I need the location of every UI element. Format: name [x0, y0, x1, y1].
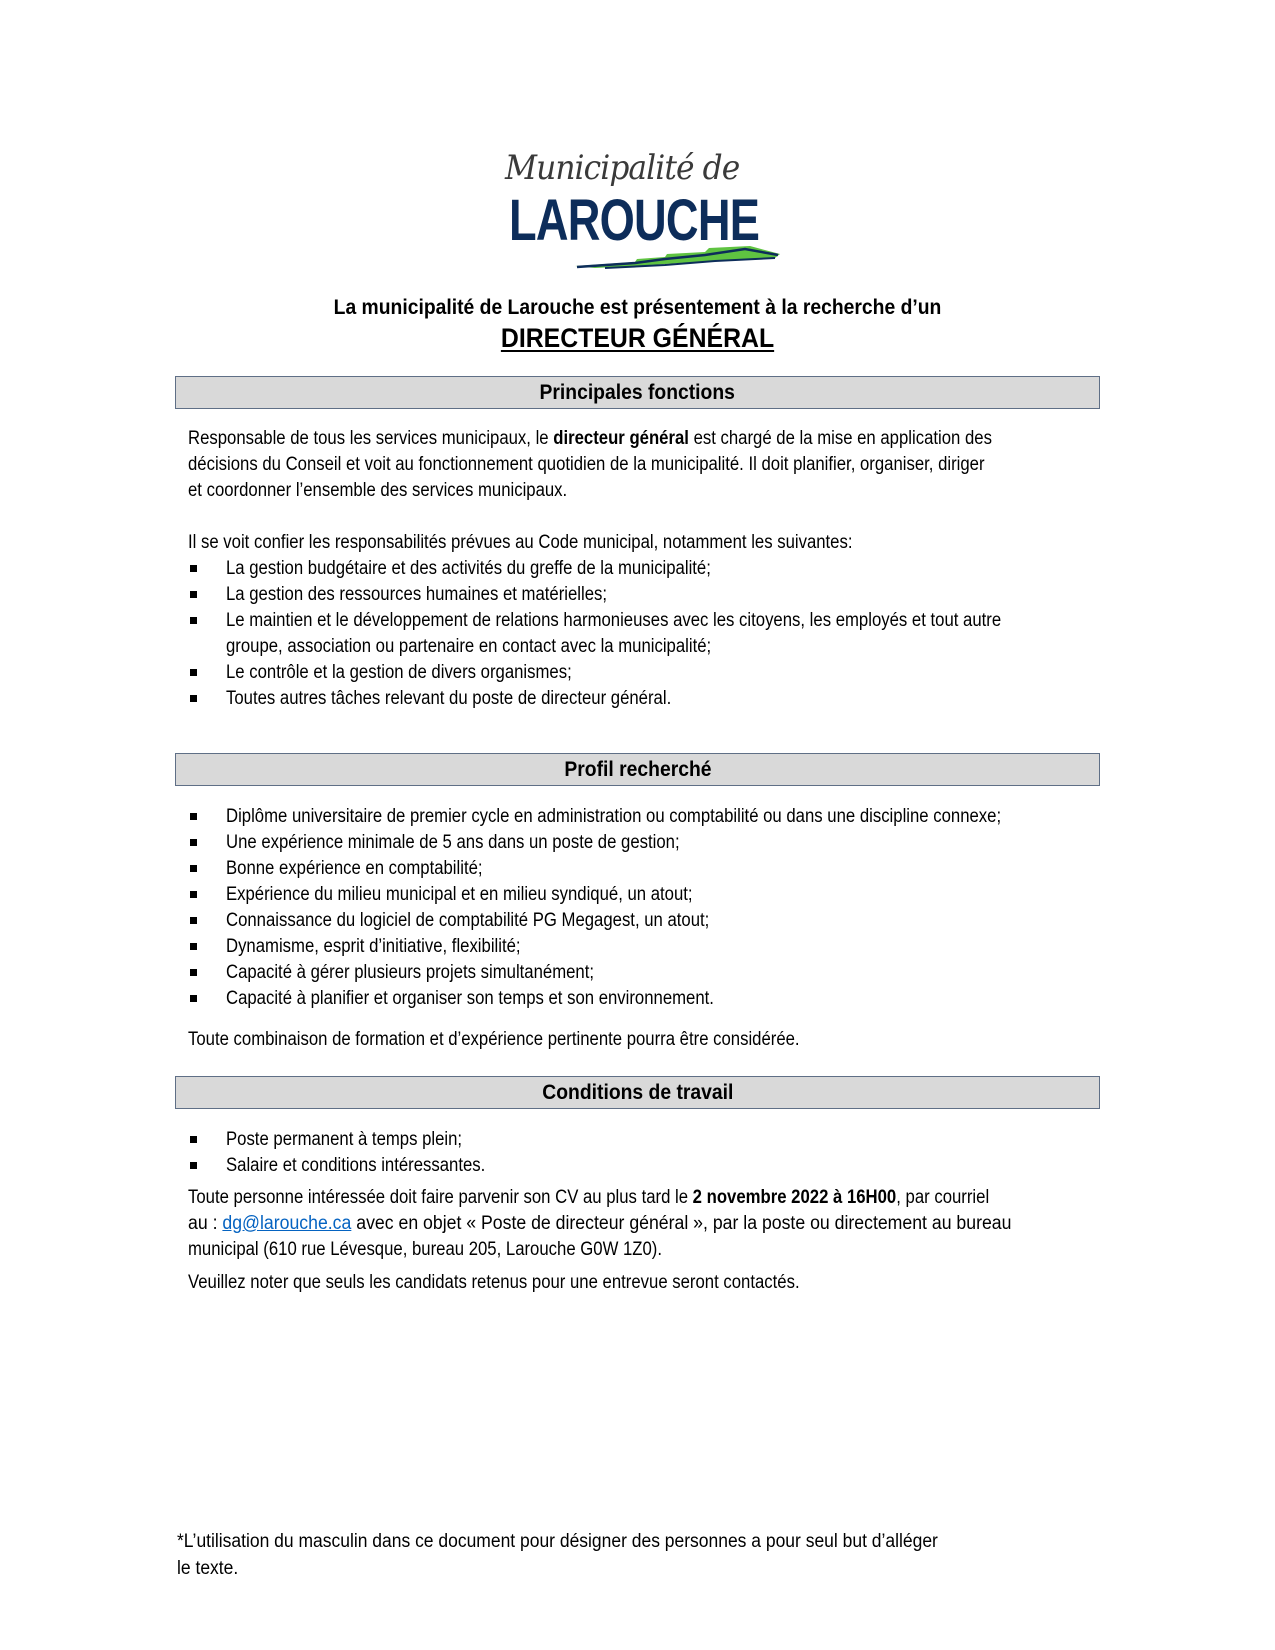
- bullet-icon: [190, 1136, 197, 1143]
- bold-role: directeur général: [553, 428, 689, 449]
- section-heading-label: Conditions de travail: [541, 1081, 734, 1104]
- list-item-text: Une expérience minimale de 5 ans dans un poste de gestion;: [226, 832, 680, 853]
- fonctions-paragraph-line-2: décisions du Conseil et voit au fonctionnement quotidien de la municipalité. Il doit planifier, organiser, diriger: [188, 454, 985, 475]
- logo-swoosh-icon: [575, 246, 780, 272]
- intro-headline: La municipalité de Larouche est présentement à la recherche d’un: [333, 296, 942, 319]
- fonctions-paragraph-line-1: [188, 426, 992, 452]
- apply-line-2: [188, 1211, 1025, 1237]
- list-item-text: Expérience du milieu municipal et en milieu syndiqué, un atout;: [226, 884, 693, 905]
- footnote-line-1: *L’utilisation du masculin dans ce document pour désigner des personnes a pour seul but d’alléger: [177, 1531, 938, 1552]
- profil-note: Toute combinaison de formation et d’expérience pertinente pourra être considérée.: [188, 1029, 800, 1050]
- text-span: , par courriel: [896, 1187, 990, 1208]
- logo-main-text: LAROUCHE: [509, 188, 760, 253]
- list-item-text: Salaire et conditions intéressantes.: [226, 1155, 486, 1176]
- list-item-text: La gestion budgétaire et des activités du greffe de la municipalité;: [226, 558, 711, 579]
- list-item-text: Bonne expérience en comptabilité;: [226, 858, 483, 879]
- section-heading-profil: [175, 753, 1100, 786]
- footnote-line-2: le texte.: [177, 1558, 239, 1579]
- bullet-icon: [190, 995, 197, 1002]
- bullet-icon: [190, 591, 197, 598]
- list-item-text: Dynamisme, esprit d’initiative, flexibilité;: [226, 936, 521, 957]
- list-item-text: Capacité à planifier et organiser son temps et son environnement.: [226, 988, 714, 1009]
- list-item-text: Capacité à gérer plusieurs projets simultanément;: [226, 962, 595, 983]
- list-item-text: Le maintien et le développement de relations harmonieuses avec les citoyens, les employés et tout autre: [226, 610, 1002, 631]
- list-item-text: Diplôme universitaire de premier cycle en administration ou comptabilité ou dans une discipline connexe;: [226, 806, 1002, 827]
- text-span: au :: [188, 1213, 223, 1234]
- email-link[interactable]: dg@larouche.ca: [222, 1213, 352, 1234]
- text-span: Toute personne intéressée doit faire parvenir son CV au plus tard le: [188, 1187, 693, 1208]
- list-item-text: Le contrôle et la gestion de divers organismes;: [226, 662, 572, 683]
- bullet-icon: [190, 865, 197, 872]
- apply-line-1: [188, 1185, 990, 1211]
- deadline: 2 novembre 2022 à 16H00: [692, 1187, 897, 1208]
- notice-text: Veuillez noter que seuls les candidats retenus pour une entrevue seront contactés.: [188, 1272, 800, 1293]
- bullet-icon: [190, 969, 197, 976]
- bullet-icon: [190, 943, 197, 950]
- section-heading-fonctions: [175, 376, 1100, 409]
- text-span: est chargé de la mise en application des: [688, 428, 992, 449]
- fonctions-paragraph-line-3: et coordonner l’ensemble des services municipaux.: [188, 480, 568, 501]
- bullet-icon: [190, 917, 197, 924]
- text-span: Responsable de tous les services municipaux, le: [188, 428, 554, 449]
- list-item-text: Connaissance du logiciel de comptabilité PG Megagest, un atout;: [226, 910, 710, 931]
- bullet-icon: [190, 565, 197, 572]
- fonctions-intro: Il se voit confier les responsabilités prévues au Code municipal, notamment les suivantes:: [188, 532, 853, 553]
- page-title: [0, 323, 1275, 354]
- bullet-icon: [190, 617, 197, 624]
- municipality-logo: [495, 148, 785, 273]
- page-title-text: DIRECTEUR GÉNÉRAL: [500, 323, 775, 353]
- logo-script-text: Municipalité de: [505, 148, 740, 188]
- text-span: avec en objet « Poste de directeur général », par la poste ou directement au bureau: [351, 1213, 1012, 1234]
- section-heading-conditions: [175, 1076, 1100, 1109]
- list-item-text: groupe, association ou partenaire en contact avec la municipalité;: [226, 636, 712, 657]
- apply-line-3: municipal (610 rue Lévesque, bureau 205, Larouche G0W 1Z0).: [188, 1239, 663, 1260]
- list-item-text: Toutes autres tâches relevant du poste de directeur général.: [226, 688, 672, 709]
- bullet-icon: [190, 1162, 197, 1169]
- list-item-text: La gestion des ressources humaines et matérielles;: [226, 584, 608, 605]
- bullet-icon: [190, 695, 197, 702]
- bullet-icon: [190, 839, 197, 846]
- bullet-icon: [190, 669, 197, 676]
- section-heading-label: Principales fonctions: [539, 381, 736, 404]
- bullet-icon: [190, 891, 197, 898]
- bullet-icon: [190, 813, 197, 820]
- section-heading-label: Profil recherché: [563, 758, 712, 781]
- list-item-text: Poste permanent à temps plein;: [226, 1129, 463, 1150]
